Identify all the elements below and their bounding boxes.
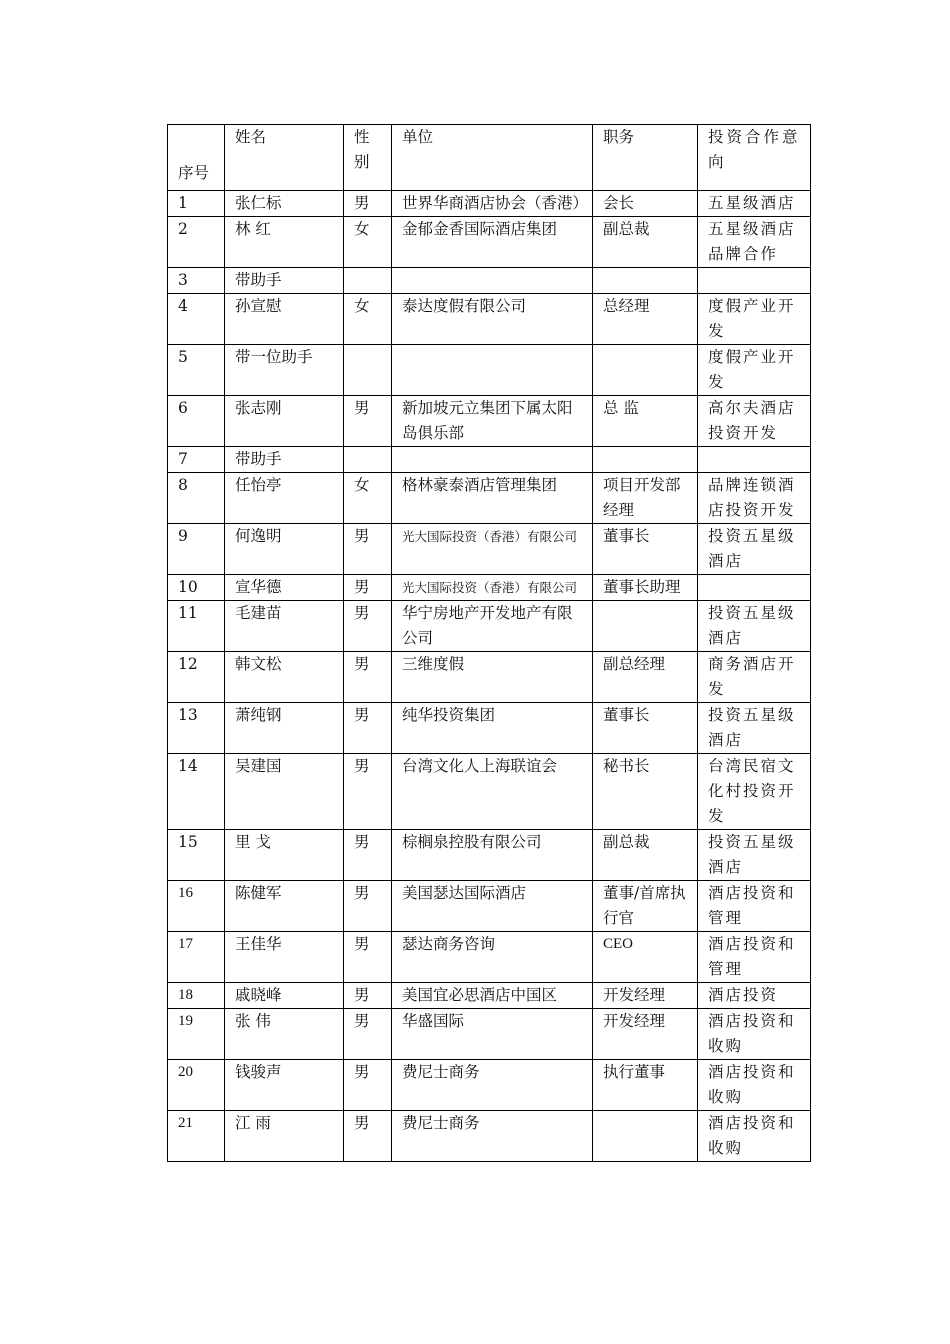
- cell-seq: 20: [168, 1060, 225, 1111]
- cell-unit: 瑟达商务咨询: [392, 932, 593, 983]
- cell-gender: 女: [344, 473, 392, 524]
- cell-unit: 泰达度假有限公司: [392, 294, 593, 345]
- table-row: [168, 703, 811, 754]
- table-body: [168, 125, 811, 1162]
- cell-name: 张仁标: [225, 191, 344, 217]
- table-row: [168, 830, 811, 881]
- cell-intent: 度假产业开发: [698, 345, 811, 396]
- table-header-row: [168, 125, 811, 191]
- cell-seq: 1: [168, 191, 225, 217]
- cell-intent: 商务酒店开发: [698, 652, 811, 703]
- cell-unit: 台湾文化人上海联谊会: [392, 754, 593, 830]
- cell-gender: 男: [344, 1111, 392, 1162]
- cell-intent: 五星级酒店品牌合作: [698, 217, 811, 268]
- cell-unit: 美国瑟达国际酒店: [392, 881, 593, 932]
- cell-name: 林 红: [225, 217, 344, 268]
- table-row: [168, 191, 811, 217]
- table-row: [168, 1009, 811, 1060]
- cell-position: 副总经理: [593, 652, 698, 703]
- cell-position: [593, 601, 698, 652]
- cell-seq: 11: [168, 601, 225, 652]
- cell-seq: 13: [168, 703, 225, 754]
- cell-intent: [698, 268, 811, 294]
- cell-name: 陈健军: [225, 881, 344, 932]
- table-row: [168, 294, 811, 345]
- cell-name: 江 雨: [225, 1111, 344, 1162]
- table-row: [168, 652, 811, 703]
- cell-seq: 10: [168, 575, 225, 601]
- cell-gender: 男: [344, 1009, 392, 1060]
- cell-seq: 8: [168, 473, 225, 524]
- cell-unit: [392, 345, 593, 396]
- cell-gender: 男: [344, 1060, 392, 1111]
- cell-seq: 15: [168, 830, 225, 881]
- header-name: 姓名: [225, 125, 344, 191]
- cell-unit: 三维度假: [392, 652, 593, 703]
- cell-unit: 纯华投资集团: [392, 703, 593, 754]
- cell-gender: 男: [344, 575, 392, 601]
- cell-gender: 男: [344, 983, 392, 1009]
- header-position: 职务: [593, 125, 698, 191]
- cell-gender: [344, 268, 392, 294]
- cell-gender: 男: [344, 191, 392, 217]
- cell-unit: 华盛国际: [392, 1009, 593, 1060]
- header-intent: 投资合作意向: [698, 125, 811, 191]
- cell-unit: 世界华商酒店协会（香港）: [392, 191, 593, 217]
- cell-intent: 投资五星级酒店: [698, 830, 811, 881]
- cell-position: 开发经理: [593, 1009, 698, 1060]
- cell-intent: 酒店投资和收购: [698, 1111, 811, 1162]
- cell-name: 吴建国: [225, 754, 344, 830]
- cell-intent: 高尔夫酒店投资开发: [698, 396, 811, 447]
- table-row: [168, 1111, 811, 1162]
- cell-position: 董事/首席执行官: [593, 881, 698, 932]
- cell-name: 萧纯钢: [225, 703, 344, 754]
- cell-seq: 9: [168, 524, 225, 575]
- cell-gender: 女: [344, 294, 392, 345]
- cell-name: 带助手: [225, 447, 344, 473]
- cell-name: 宣华德: [225, 575, 344, 601]
- cell-name: 孙宣慰: [225, 294, 344, 345]
- table-row: [168, 601, 811, 652]
- cell-gender: 男: [344, 396, 392, 447]
- cell-seq: 5: [168, 345, 225, 396]
- table-row: [168, 932, 811, 983]
- cell-name: 钱骏声: [225, 1060, 344, 1111]
- cell-intent: 酒店投资: [698, 983, 811, 1009]
- cell-position: 开发经理: [593, 983, 698, 1009]
- cell-name: 带助手: [225, 268, 344, 294]
- cell-position: 董事长: [593, 524, 698, 575]
- table-row: [168, 473, 811, 524]
- table-row: [168, 575, 811, 601]
- cell-unit: 光大国际投资（香港）有限公司: [392, 524, 593, 575]
- cell-position: [593, 447, 698, 473]
- cell-unit: 费尼士商务: [392, 1111, 593, 1162]
- cell-gender: 男: [344, 601, 392, 652]
- cell-seq: 4: [168, 294, 225, 345]
- cell-seq: 21: [168, 1111, 225, 1162]
- cell-unit: 费尼士商务: [392, 1060, 593, 1111]
- investor-roster-table: [167, 124, 811, 1162]
- table-row: [168, 345, 811, 396]
- cell-position: 董事长助理: [593, 575, 698, 601]
- cell-intent: 投资五星级酒店: [698, 524, 811, 575]
- cell-position: 副总裁: [593, 830, 698, 881]
- cell-gender: 男: [344, 830, 392, 881]
- cell-position: 总 监: [593, 396, 698, 447]
- table-row: [168, 524, 811, 575]
- cell-name: 王佳华: [225, 932, 344, 983]
- cell-name: 毛建苗: [225, 601, 344, 652]
- cell-position: 总经理: [593, 294, 698, 345]
- cell-name: 张 伟: [225, 1009, 344, 1060]
- cell-intent: [698, 447, 811, 473]
- cell-unit: 美国宜必思酒店中国区: [392, 983, 593, 1009]
- cell-unit: 棕榈泉控股有限公司: [392, 830, 593, 881]
- cell-seq: 14: [168, 754, 225, 830]
- cell-position: [593, 1111, 698, 1162]
- cell-gender: 男: [344, 932, 392, 983]
- cell-gender: [344, 447, 392, 473]
- cell-name: 何逸明: [225, 524, 344, 575]
- header-seq: 序号: [168, 125, 225, 191]
- cell-position: 副总裁: [593, 217, 698, 268]
- cell-seq: 17: [168, 932, 225, 983]
- cell-unit: [392, 268, 593, 294]
- cell-unit: 格林豪泰酒店管理集团: [392, 473, 593, 524]
- cell-seq: 2: [168, 217, 225, 268]
- table-row: [168, 754, 811, 830]
- cell-seq: 12: [168, 652, 225, 703]
- cell-position: 执行董事: [593, 1060, 698, 1111]
- cell-gender: 男: [344, 881, 392, 932]
- table-row: [168, 881, 811, 932]
- cell-intent: 酒店投资和收购: [698, 1060, 811, 1111]
- cell-name: 戚晓峰: [225, 983, 344, 1009]
- table-row: [168, 1060, 811, 1111]
- cell-position: [593, 345, 698, 396]
- cell-seq: 7: [168, 447, 225, 473]
- cell-position: 项目开发部经理: [593, 473, 698, 524]
- cell-intent: 投资五星级酒店: [698, 703, 811, 754]
- table-row: [168, 983, 811, 1009]
- cell-gender: 男: [344, 652, 392, 703]
- cell-name: 任怡亭: [225, 473, 344, 524]
- cell-intent: 酒店投资和管理: [698, 881, 811, 932]
- cell-name: 张志刚: [225, 396, 344, 447]
- header-unit: 单位: [392, 125, 593, 191]
- cell-name: 韩文松: [225, 652, 344, 703]
- cell-position: 董事长: [593, 703, 698, 754]
- cell-seq: 3: [168, 268, 225, 294]
- cell-unit: [392, 447, 593, 473]
- header-gender: 性别: [344, 125, 392, 191]
- cell-gender: 男: [344, 754, 392, 830]
- cell-intent: 酒店投资和管理: [698, 932, 811, 983]
- cell-seq: 6: [168, 396, 225, 447]
- table-row: [168, 268, 811, 294]
- cell-gender: 男: [344, 703, 392, 754]
- cell-intent: 度假产业开发: [698, 294, 811, 345]
- table-row: [168, 447, 811, 473]
- cell-seq: 19: [168, 1009, 225, 1060]
- cell-position: CEO: [593, 932, 698, 983]
- cell-seq: 18: [168, 983, 225, 1009]
- cell-seq: 16: [168, 881, 225, 932]
- cell-unit: 金郁金香国际酒店集团: [392, 217, 593, 268]
- table-row: [168, 396, 811, 447]
- cell-unit: 华宁房地产开发地产有限公司: [392, 601, 593, 652]
- cell-position: 会长: [593, 191, 698, 217]
- cell-position: 秘书长: [593, 754, 698, 830]
- cell-intent: [698, 575, 811, 601]
- cell-position: [593, 268, 698, 294]
- cell-gender: 女: [344, 217, 392, 268]
- cell-intent: 五星级酒店: [698, 191, 811, 217]
- cell-unit: 新加坡元立集团下属太阳岛俱乐部: [392, 396, 593, 447]
- cell-name: 里 戈: [225, 830, 344, 881]
- cell-gender: 男: [344, 524, 392, 575]
- table-row: [168, 217, 811, 268]
- cell-name: 带一位助手: [225, 345, 344, 396]
- cell-intent: 投资五星级酒店: [698, 601, 811, 652]
- cell-intent: 品牌连锁酒店投资开发: [698, 473, 811, 524]
- cell-intent: 酒店投资和收购: [698, 1009, 811, 1060]
- cell-unit: 光大国际投资（香港）有限公司: [392, 575, 593, 601]
- cell-gender: [344, 345, 392, 396]
- cell-intent: 台湾民宿文化村投资开发: [698, 754, 811, 830]
